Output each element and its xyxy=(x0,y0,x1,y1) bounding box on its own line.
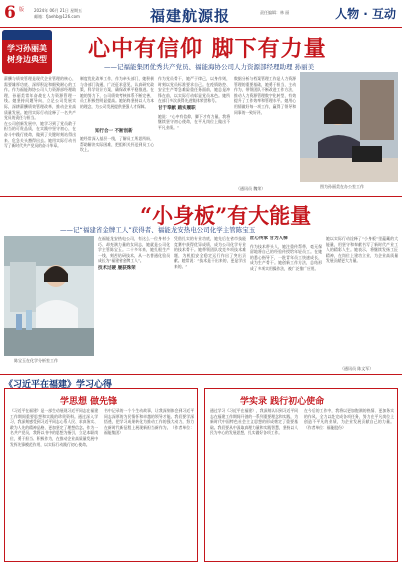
essay-2-title: 学实录 践行初心使命 xyxy=(240,397,325,407)
essay-paragraph: 书中记录的一个个生动故事，让我深刻体会到习近平同志深厚的为民情怀和卓越的领导才能。我们要学深悟透，把学习成果转化为推动工作的强大动力，努力在新时代新征程上展现新担当新作为。（作者单位：福能集团） xyxy=(104,408,194,436)
story1-paragraph: 她经常深入基层一线，了解员工所思所盼，帮助解决实际困难，把组织关怀送到员工心坎上。 xyxy=(80,136,154,153)
paper-name: 福建航源报 xyxy=(150,7,231,25)
story1-column-4 xyxy=(234,76,296,196)
essay-paragraph: 在今后的工作中，我将以更加饱满的热情、更加务实的作风，全力以赴完成各项任务，努力在平凡岗位上创造不平凡的业绩，为企业发展贡献自己的力量。（作者单位：福能股份） xyxy=(304,408,394,430)
story2-paragraph: 在福能龙安热电公司，有这么一位身材小巧、却充满力量的女同志，她就是公司化学主管陈宝玉。二十多年来，她扎根生产一线，刻苦钻研技术，从一名普通化验员成长为“福建省金牌工人”。 xyxy=(98,236,170,264)
essay-2-column-2 xyxy=(304,408,394,558)
story2-paragraph: 她以实际行动诠释了“小身板”里蕴藏的大能量，用坚守和奉献书写了新时代产业工人的精彩人生。她表示，将继续发扬工匠精神，在岗位上建功立业，为企业高质量发展贡献更大力量。 xyxy=(326,236,398,264)
story1-paragraph: 制度优化改革工作，作为牵头部门，她积极与各部门沟通，广泛征求意见，认真研究政策，科学设计方案，确保改革平稳推进。在她的努力下，公司绩效考核体系不断完善，员工积极性明显提高。她始终坚持以人为本的理念，为公司发展提供坚强人才保障。 xyxy=(80,76,154,109)
badge-text xyxy=(5,43,49,65)
story1-headline: 心中有信仰 脚下有力量 xyxy=(88,36,327,62)
series-badge xyxy=(2,30,52,74)
story1-photo xyxy=(300,72,398,182)
story2-photo-caption: 陈宝玉在化学分析室工作 xyxy=(14,358,58,363)
story1-column-3 xyxy=(158,76,230,196)
story2-section-heading: 技术过硬 屡获殊荣 xyxy=(98,265,136,271)
story2-paragraph: 凭借扎实的专业功底，她先后在省市技能竞赛中获得优异成绩，成为公司化学专业的技术骨干。她带领团队攻克多项技术难题，为机组安全稳定运行作出了突出贡献。她常说：“技术是干出来的，更是学出来的。” xyxy=(174,236,246,269)
story1-paragraph: 数据分析与档案管理工作是人力资源管理的重要基础，她勇于担当，主动作为，带领团队不断改进工作方法，推动人力资源管理数字化转型，有效提升了工作效率和管理水平。她用心用情做好每一项工作，赢得了领导和同事的一致好评。 xyxy=(234,76,296,115)
story2-column-2 xyxy=(174,236,246,366)
story1-subhead: ——记福能集团优秀共产党员、福能海协公司人力资源部经理助理 孙丽美 xyxy=(104,63,315,71)
story1-section-heading: 知行合一 不断创新 xyxy=(95,129,133,134)
divider xyxy=(0,374,402,375)
story1-paragraph: 薪酬与绩效管理是现代企业管理的核心，需要雄厚功底、深厚积淀和细致耐心的工作。作为福能海协公司人力资源部经理助理，孙丽美常年奋战在人力资源管理一线。她坚持问题导向，立足公司发展实际，深耕薪酬绩效管理改革，推动企业高质量发展。她用实际行动诠释了一名共产党员的责任与担当。 xyxy=(4,76,76,121)
essay-1-column-2 xyxy=(104,408,194,558)
column-title: 《习近平在福建》学习心得 xyxy=(4,380,113,390)
masthead xyxy=(0,0,402,28)
page-label: 版 xyxy=(19,7,25,13)
story2-section-heading: 匠心传承 甘为人梯 xyxy=(250,236,288,241)
lab-worker-illustration xyxy=(4,236,94,356)
issue-date: 2024年 06月 21日 星期五 xyxy=(34,8,83,13)
essay-paragraph: 《习近平在福建》是一部生动展现习近平同志在福建工作期间重要思想和实践的珍贵资料。通过深入学习，我深刻感受到习近平同志心系人民、求真务实、敢为人先的精神品格，更加坚定了理想信念。作为一名共产党员，我将以书中的思想为指引，立足本职岗位，勇于担当、积极作为，在推动企业高质量发展中发挥先锋模范作用，以实际行动践行初心使命。 xyxy=(10,408,98,447)
editor-line: 责任编辑：林 丽 xyxy=(260,10,290,15)
badge-line-2: 树身边典型 xyxy=(7,55,47,64)
story2-byline: （通讯员 陈文军） xyxy=(340,366,374,371)
essay-2-column-1 xyxy=(210,408,298,558)
story2-headline: “小身板”有大能量 xyxy=(140,203,312,228)
story2-column-4 xyxy=(326,236,398,364)
issue-info xyxy=(34,8,82,20)
story2-photo xyxy=(4,236,94,356)
essay-paragraph: 通过学习《习近平在福建》，我深刻认识到习近平同志在福建工作期间开创的一系列重要理念和实践，为新时代中国特色社会主义思想的形成奠定了重要基础。我们要从中汲取真理力量和实践智慧，坚持以人民为中心的发展思想，扎实做好各项工作。 xyxy=(210,408,298,436)
story1-photo-caption: 图为孙丽美在办公室工作 xyxy=(320,184,364,189)
story2-column-3 xyxy=(250,236,322,366)
story1-column-2b xyxy=(80,136,154,196)
section-title: 人物 · 互动 xyxy=(335,7,396,21)
story1-paragraph: 她说：“心中有信仰，脚下才有力量。我将继续坚守初心使命，在平凡岗位上做出不平凡业绩。” xyxy=(158,113,230,130)
story1-column-1 xyxy=(4,76,76,196)
issue-email: 邮箱：fjaehb@126.com xyxy=(34,14,80,19)
story1-paragraph: 作为党员骨干，她严于律己，以身作则，时刻以党员标准要求自己。在疫情防控、安全生产等急难险重任务面前，她总是冲锋在前，以实际行动彰显党员本色。她所在部门多次获得先进集体荣誉称号。 xyxy=(158,76,230,104)
story2-subhead: ——记“福建省金牌工人”获得者、福能龙安热电公司化学主管陈宝玉 xyxy=(60,226,256,234)
story1-section-heading: 甘于奉献 踏实履职 xyxy=(158,105,196,111)
essay-1-column-1 xyxy=(10,408,98,558)
essay-1-title: 学思想 做先锋 xyxy=(60,397,118,407)
story2-column-1 xyxy=(98,236,170,366)
story1-byline: （通讯员 魏荣） xyxy=(236,186,266,191)
story1-column-2 xyxy=(80,76,154,126)
woman-at-desk-illustration xyxy=(300,72,398,182)
divider xyxy=(0,196,402,197)
badge-line-1: 学习孙丽美 xyxy=(7,44,47,53)
badge-ribbon xyxy=(2,30,52,40)
story1-paragraph: 在公司创新发展中，她学习到了党员敢于担当的可贵品质，在实践中坚守初心，在奋斗中践行使命，做到了关键时刻站得出来、危急关头豁得出去。她用实际行动书写了新时代共产党员的奋斗华章。 xyxy=(4,120,76,149)
page-number: 6 xyxy=(4,3,16,23)
story2-paragraph: 作为技术带头人，她注重传帮带，毫无保留地将自己的经验传授给年轻员工。在她的悉心指导下，一批青年员工快速成长，成为生产骨干。她创新工作方法，总结形成了多项实用操作法，被广泛推广应用。 xyxy=(250,243,322,271)
